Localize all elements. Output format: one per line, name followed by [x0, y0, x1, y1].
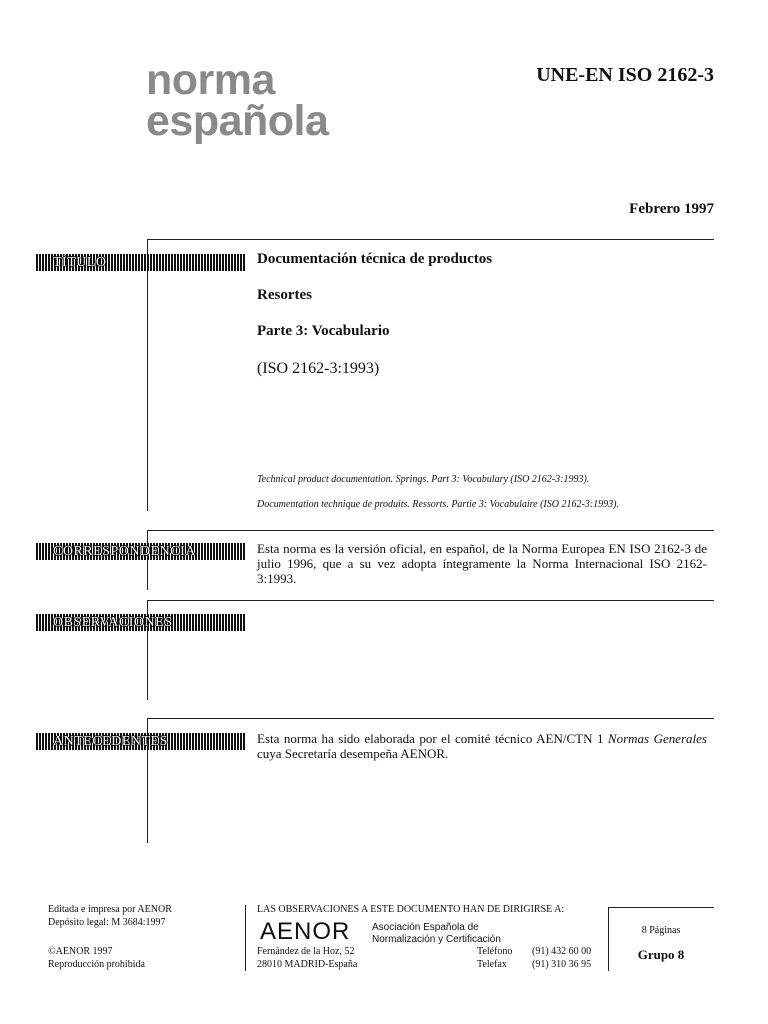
- standard-code: UNE-EN ISO 2162-3: [536, 64, 714, 86]
- aenor-logo: AENOR: [260, 918, 351, 945]
- section-divider: [147, 530, 714, 531]
- observations-header: LAS OBSERVACIONES A ESTE DOCUMENTO HAN DE DIRIGIRSE A:: [257, 904, 565, 915]
- section-divider: [147, 239, 714, 240]
- section-vertical-rule: [147, 530, 148, 590]
- brand-wordmark: [146, 56, 329, 145]
- section-label-observaciones: OBSERVACIONES: [36, 614, 245, 631]
- page-count: 8 Páginas: [641, 925, 681, 936]
- section-label-antecedentes: ANTECEDENTES: [36, 733, 245, 750]
- fax-number: (91) 310 36 95: [532, 959, 592, 970]
- section-divider: [147, 600, 714, 601]
- address-city: 28010 MADRID-España: [257, 959, 358, 970]
- phone-number: (91) 432 60 00: [532, 946, 592, 957]
- iso-reference: (ISO 2162-3:1993): [257, 360, 380, 377]
- publication-date: Febrero 1997: [629, 201, 714, 217]
- antecedentes-text: [257, 731, 707, 761]
- title-english: Technical product documentation. Springs. Part 3: Vocabulary (ISO 2162-3:1993).: [257, 474, 590, 485]
- correspondencia-text: Esta norma es la versión oficial, en español, de la Norma Europea EN ISO 2162-3 de julio 1996, que a su vez adopta íntegramente la Norma Internacional ISO 2162-3:1993.: [257, 541, 707, 586]
- aenor-name: [372, 922, 501, 946]
- title-sub: Resortes: [257, 287, 312, 303]
- aenor-name-line-2: Normalización y Certificación: [372, 934, 501, 945]
- address-street: Fernández de la Hoz, 52: [257, 946, 355, 957]
- committee-name: Normas Generales: [607, 731, 707, 746]
- fax-label: Telefax: [477, 959, 507, 970]
- footer-rule-left: [245, 905, 246, 971]
- aenor-name-line-1: Asociación Española de: [372, 922, 479, 933]
- section-label-titulo: TÍTULO: [36, 254, 245, 271]
- footer-copyright: ©AENOR 1997: [48, 946, 113, 957]
- brand-line-1: norma: [146, 56, 275, 104]
- section-label-correspondencia: CORRESPONDENCIA: [36, 543, 245, 560]
- brand-line-2: española: [146, 97, 329, 145]
- antecedentes-text-end: cuya Secretaría desempeña AENOR.: [257, 746, 449, 761]
- price-group: Grupo 8: [637, 947, 685, 962]
- footer-edited: Editada e impresa por AENOR: [48, 904, 172, 915]
- footer-reproduction: Reproducción prohibida: [48, 959, 145, 970]
- footer-pages-rule: [608, 907, 714, 908]
- footer-deposit: Depósito legal: M 3684:1997: [48, 917, 166, 928]
- title-french: Documentation technique de produits. Ressorts. Partie 3: Vocabulaire (ISO 2162-3:1993).: [257, 499, 619, 510]
- section-divider: [147, 718, 714, 719]
- antecedentes-text-start: Esta norma ha sido elaborada por el comité técnico AEN/CTN 1: [257, 731, 608, 746]
- section-vertical-rule: [147, 239, 148, 511]
- title-main: Documentación técnica de productos: [257, 251, 493, 267]
- title-part: Parte 3: Vocabulario: [257, 323, 390, 339]
- phone-label: Teléfono: [477, 946, 513, 957]
